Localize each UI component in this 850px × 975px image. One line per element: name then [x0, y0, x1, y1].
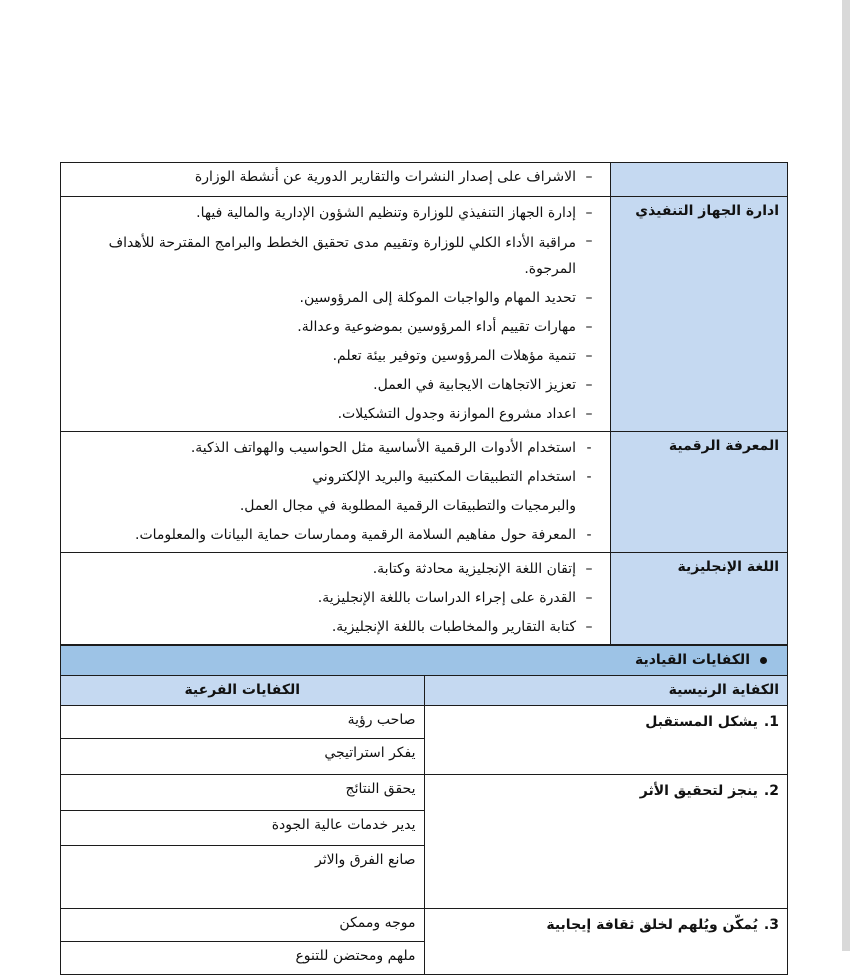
list-item [67, 313, 602, 342]
competency-title: يشكل المستقبل [645, 714, 758, 730]
item-text: تحديد المهام والواجبات الموكلة إلى المرؤوسين. [299, 290, 576, 306]
dash-marker: – [585, 619, 593, 635]
item-text: استخدام الأدوات الرقمية الأساسية مثل الحواسيب والهواتف الذكية. [190, 440, 576, 456]
item-text: كتابة التقارير والمخاطبات باللغة الإنجليزية. [331, 619, 576, 635]
row-label: المعرفة الرقمية [611, 432, 788, 553]
header-main: الكفاية الرنيسية [424, 676, 788, 706]
list-item [67, 434, 602, 463]
row-content [61, 163, 611, 197]
sub-competency: صانع الفرق والاثر [61, 846, 425, 909]
sub-competency: موجه وممكن [61, 909, 425, 942]
row-content [61, 553, 611, 645]
leadership-competencies-table [60, 645, 788, 975]
item-text: إدارة الجهاز التنفيذي للوزارة وتنظيم الشؤون الإدارية والمالية فيها. [196, 205, 576, 221]
bullet-icon [760, 657, 767, 664]
sub-competency: صاحب رؤية [61, 706, 425, 739]
leadership-banner [61, 646, 788, 676]
competency-title: يُمكّن ويُلهم لخلق ثقافة إيجابية [546, 917, 758, 933]
item-text: إتقان اللغة الإنجليزية محادثة وكتابة. [372, 561, 576, 577]
item-text: الاشراف على إصدار النشرات والتقارير الدورية عن أنشطة الوزارة [194, 169, 576, 185]
competency-number: 3. [763, 917, 779, 933]
list-item [67, 400, 602, 429]
dash-marker: – [585, 590, 593, 606]
functional-competencies-table [60, 162, 788, 645]
list-item [67, 284, 602, 313]
item-text: مراقبة الأداء الكلي للوزارة وتقييم مدى تحقيق الخطط والبرامج المقترحة للأهداف المرجوة. [108, 235, 576, 277]
dash-marker: - [586, 440, 592, 456]
item-text: تنمية مؤهلات المرؤوسين وتوفير بيئة تعلم. [332, 348, 576, 364]
sub-competency: يحقق النتائج [61, 775, 425, 811]
table-row [61, 706, 788, 739]
sub-competency: يدير خدمات عالية الجودة [61, 811, 425, 846]
table-row [61, 432, 788, 553]
dash-marker: – [585, 233, 593, 249]
item-text: مهارات تقييم أداء المرؤوسين بموضوعية وعدالة. [297, 319, 576, 335]
dash-marker: – [585, 377, 593, 393]
dash-marker: - [586, 469, 592, 485]
header-sub: الكفايات الفرعية [61, 676, 425, 706]
header-row [61, 676, 788, 706]
sub-competency: ملهم ومحتضن للتنوع [61, 942, 425, 975]
row-content [61, 432, 611, 553]
dash-marker: – [585, 348, 593, 364]
sub-competency: يفكر استراتيجي [61, 739, 425, 775]
competency-number: 2. [763, 783, 779, 799]
list-item [67, 613, 602, 642]
list-item [67, 342, 602, 371]
page-edge [842, 0, 850, 951]
dash-marker: – [585, 290, 593, 306]
item-text: القدرة على إجراء الدراسات باللغة الإنجليزية. [317, 590, 576, 606]
table-row [61, 553, 788, 645]
main-competency [424, 909, 788, 975]
table-row [61, 163, 788, 197]
main-competency [424, 775, 788, 909]
list-item [67, 584, 602, 613]
dash-marker: – [585, 205, 593, 221]
item-text: والبرمجيات والتطبيقات الرقمية المطلوبة في مجال العمل. [239, 498, 576, 514]
row-label [611, 163, 788, 197]
row-label: ادارة الجهاز التنفيذي [611, 197, 788, 432]
list-item [67, 521, 602, 550]
table-row [61, 909, 788, 942]
banner-title: الكفايات القيادية [634, 652, 750, 668]
item-text: المعرفة حول مفاهيم السلامة الرقمية وممارسات حماية البيانات والمعلومات. [135, 527, 576, 543]
list-item [67, 199, 602, 228]
dash-marker: – [585, 561, 593, 577]
competency-title: ينجز لتحقيق الأثر [639, 783, 758, 799]
dash-marker: – [585, 169, 593, 185]
main-competency [424, 706, 788, 775]
row-content [61, 197, 611, 432]
banner-row [61, 646, 788, 676]
row-label: اللغة الإنجليزية [611, 553, 788, 645]
list-item [67, 228, 602, 284]
list-item [67, 165, 602, 190]
competency-number: 1. [763, 714, 779, 730]
item-text: تعزيز الاتجاهات الايجابية في العمل. [373, 377, 576, 393]
list-item [67, 555, 602, 584]
table-row [61, 775, 788, 811]
table-row [61, 197, 788, 432]
dash-marker: - [586, 527, 592, 543]
list-item [67, 492, 602, 521]
dash-marker: – [585, 319, 593, 335]
competency-document [60, 162, 788, 975]
list-item [67, 463, 602, 492]
list-item [67, 371, 602, 400]
item-text: استخدام التطبيقات المكتبية والبريد الإلكتروني [312, 469, 576, 485]
dash-marker: – [585, 406, 593, 422]
item-text: اعداد مشروع الموازنة وجدول التشكيلات. [337, 406, 576, 422]
